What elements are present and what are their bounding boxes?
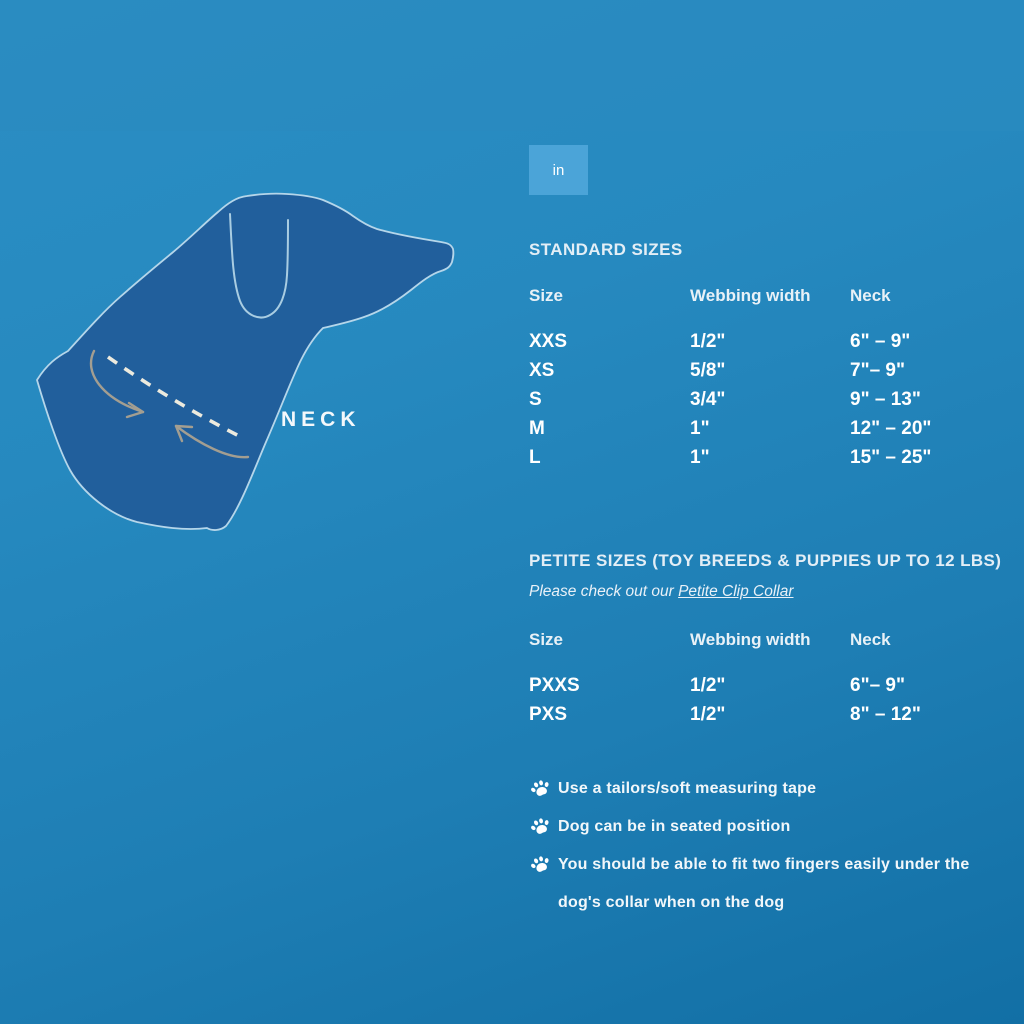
webbing-cell: 5/8" xyxy=(690,360,726,381)
list-item xyxy=(529,808,991,846)
measuring-tips-list xyxy=(529,770,991,922)
dog-silhouette xyxy=(37,194,453,530)
neck-cell: 6"– 9" xyxy=(850,675,905,696)
tip-text: Dog can be in seated position xyxy=(558,818,791,835)
webbing-cell: 1/2" xyxy=(690,704,726,725)
webbing-cell: 3/4" xyxy=(690,389,726,410)
column-header-webbing-width: Webbing width xyxy=(690,286,811,305)
petite-note xyxy=(529,583,794,601)
page-top-band xyxy=(0,0,1024,131)
neck-cell: 7"– 9" xyxy=(850,360,905,381)
standard-sizes-table xyxy=(529,327,969,472)
size-cell: PXXS xyxy=(529,675,580,696)
neck-cell: 8" – 12" xyxy=(850,704,921,725)
column-header-neck: Neck xyxy=(850,630,891,649)
unit-toggle-inches-button[interactable]: in xyxy=(529,145,588,195)
tip-text: Use a tailors/soft measuring tape xyxy=(558,780,817,797)
petite-sizes-header-row xyxy=(529,625,969,654)
petite-sizes-title: PETITE SIZES (TOY BREEDS & PUPPIES UP TO 12 LBS) xyxy=(529,551,1002,570)
column-header-webbing-width: Webbing width xyxy=(690,630,811,649)
standard-sizes-header-row xyxy=(529,281,969,310)
neck-cell: 15" – 25" xyxy=(850,447,932,468)
column-header-size: Size xyxy=(529,286,564,305)
webbing-cell: 1" xyxy=(690,447,710,468)
column-header-size: Size xyxy=(529,630,564,649)
size-cell: XS xyxy=(529,360,555,381)
list-item xyxy=(529,846,991,922)
dog-head-illustration xyxy=(20,170,480,550)
size-cell: S xyxy=(529,389,542,410)
petite-sizes-table xyxy=(529,671,969,729)
petite-note-text: Please check out our xyxy=(529,583,679,600)
paw-print-icon xyxy=(529,854,551,874)
size-cell: XXS xyxy=(529,331,568,352)
size-cell: L xyxy=(529,447,541,468)
standard-sizes-title: STANDARD SIZES xyxy=(529,240,683,259)
petite-clip-collar-link[interactable]: Petite Clip Collar xyxy=(678,583,794,600)
neck-cell: 6" – 9" xyxy=(850,331,911,352)
neck-cell: 12" – 20" xyxy=(850,418,932,439)
paw-print-icon xyxy=(529,778,551,798)
webbing-cell: 1" xyxy=(690,418,710,439)
size-cell: M xyxy=(529,418,545,439)
paw-print-icon xyxy=(529,816,551,836)
list-item xyxy=(529,770,991,808)
column-header-neck: Neck xyxy=(850,286,891,305)
size-cell: PXS xyxy=(529,704,568,725)
webbing-cell: 1/2" xyxy=(690,331,726,352)
neck-diagram-label: NECK xyxy=(281,408,361,431)
neck-cell: 9" – 13" xyxy=(850,389,921,410)
webbing-cell: 1/2" xyxy=(690,675,726,696)
tip-text: You should be able to fit two fingers easily under the dog's collar when on the dog xyxy=(558,856,970,911)
